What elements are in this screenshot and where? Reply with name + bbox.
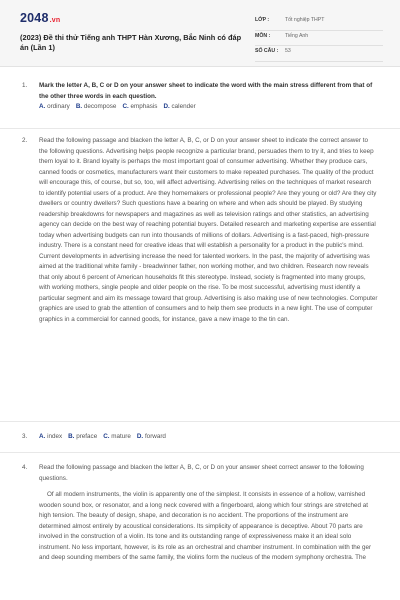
meta-row-count — [255, 46, 383, 62]
exam-content — [0, 66, 400, 600]
question-passage: Of all modern instruments, the violin is apparently one of the simplest. It consists in essence of a hollow, varnished wooden sound box, or resonator, and a long neck covered with a fingerboard, along which four strings are stretched at high tension. The beauty of design, shape, and decoration is no accident. The proportions of the instrument are determined almost entirely by acoustical considerations. Its simplicity of appearance is deceptive. About 70 parts are involved in the construction of a violin. Its tone and its outstanding range of expressiveness make it an ideal solo instrument. No less important, however, is its role as an orchestral and chamber instrument. In combination with the ger and deep sounding members of the same family, the violins form the nucleus of the modern symphony orchestra. The — [39, 491, 372, 561]
option-d[interactable]: D. calender — [163, 103, 196, 110]
question-4 — [22, 463, 378, 564]
question-passage: Read the following passage and blacken the letter A, B, C, or D on your answer sheet to indicate the correct answer to the following questions. Advertising helps people recognize a particular brand, persuades them to try it, and tries to keep them loyal to it. Brand loyalty is perhaps the most important goal of consumer advertising. Whether they produce cars, canned foods or cosmetics, manufacturers want their customers to make repeated purchases. The quality of the product will encourage this, of course, but so, too, will affect advertising. Advertising relies on the techniques of market research to identify potential users of a product. Are they homemakers or professional people? Are they young or old? Are they city dwellers or country dwellers? Such questions have a bearing on where and when ads should be played. By studying readership breakdowns for newspapers and magazines as well as television ratings and other statistics, an advertising agency can decide on the best way of reaching potential buyers. Detailed research and marketing expertise are essential today when advertising budgets can run into thousands of millions of dollars. Advertising is a fast-paced, high-pressure industry. There is a constant need for creative ideas that will establish a personality for a product in the public's mind. Current developments in advertising increase the need for talented workers. In the past, the majority of advertising was aimed at the traditional white family - breadwinner father, non working mother, and two children. Research now reveals that only about 6 percent of American households fit this stereotype. Instead, society is fragmented into many groups, with working mothers, single people and older people on the rise. To be most successful, advertising must identify a particular segment and aim its message toward that group. Advertising is also making use of new technologies. Computer graphics are used to grab the attention of consumers and to help them see products in a new light. The use of computer graphics in a commercial for canned goods, for instance, gave a new image to the tin can. — [39, 137, 378, 323]
question-number: 4. — [22, 464, 28, 471]
meta-value: 53 — [285, 48, 291, 54]
option-c[interactable]: C. emphasis — [122, 103, 158, 110]
answer-options — [39, 102, 378, 113]
exam-meta — [255, 15, 383, 62]
option-c[interactable]: C. mature — [103, 433, 131, 440]
question-1 — [22, 81, 378, 113]
answer-options — [39, 432, 378, 443]
meta-value: Tốt nghiệp THPT — [285, 17, 325, 23]
meta-key: LỚP : — [255, 17, 270, 23]
question-intro: Read the following passage and blacken the letter A, B, C, or D on your answer sheet correct answer to the following questions. — [39, 464, 364, 482]
question-number: 1. — [22, 82, 28, 89]
question-2 — [22, 136, 378, 325]
page-header — [0, 0, 400, 67]
meta-row-class — [255, 15, 383, 31]
option-b[interactable]: B. decompose — [75, 103, 117, 110]
meta-key: MÔN : — [255, 32, 271, 39]
option-a[interactable]: A. ordinary — [39, 103, 70, 110]
question-number: 2. — [22, 137, 28, 144]
question-number: 3. — [22, 433, 28, 440]
site-logo[interactable] — [20, 11, 60, 25]
divider — [0, 452, 400, 453]
question-3 — [22, 432, 378, 443]
meta-key: SỐ CÂU : — [255, 48, 279, 54]
exam-title: (2023) Đề thi thử Tiếng anh THPT Hàn Xương, Bắc Ninh có đáp án (Lần 1) — [20, 33, 242, 52]
divider — [0, 421, 400, 422]
divider — [0, 128, 400, 129]
meta-row-subject — [255, 31, 383, 47]
option-d[interactable]: D. forward — [136, 433, 166, 440]
option-a[interactable]: A. index — [39, 433, 63, 440]
option-b[interactable]: B. preface — [68, 433, 98, 440]
logo-main: 2048 — [20, 11, 49, 25]
logo-suffix: .vn — [49, 17, 61, 24]
question-stem: Mark the letter A, B, C or D on your answer sheet to indicate the word with the main stress different from that of the other three words in each question. — [39, 82, 373, 100]
meta-value: Tiếng Anh — [285, 32, 309, 39]
